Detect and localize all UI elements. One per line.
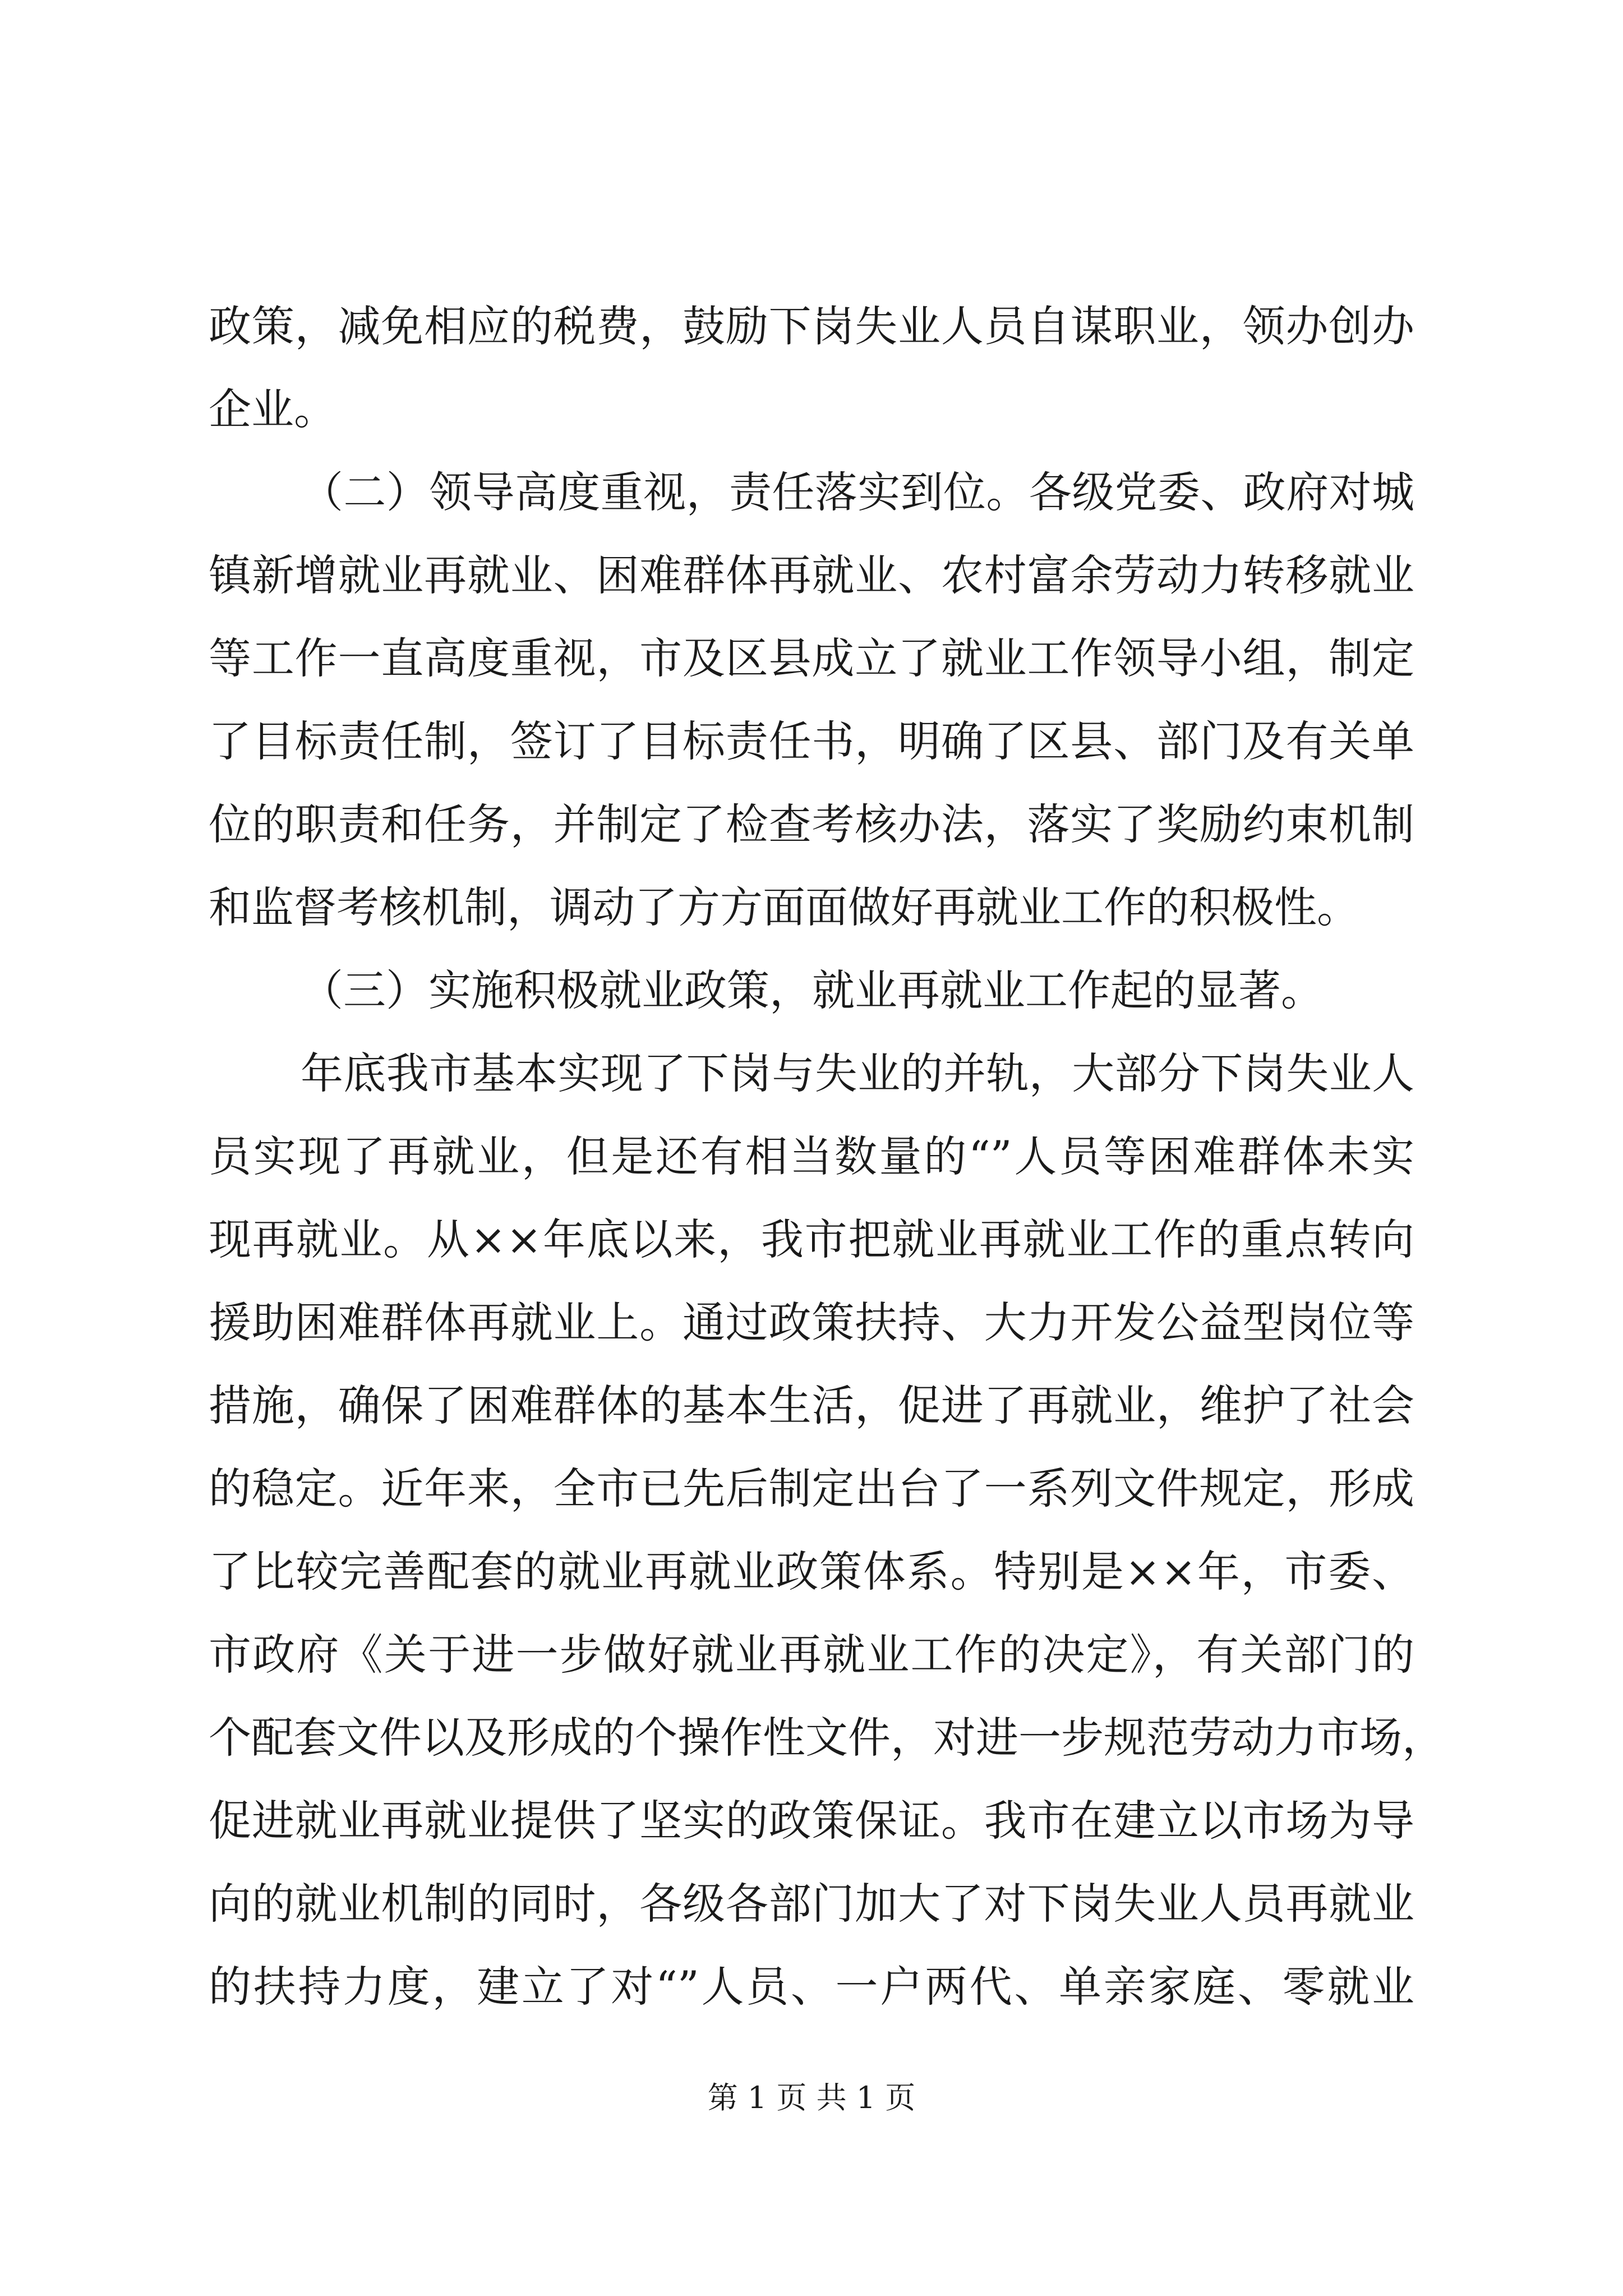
document-body <box>209 285 1445 2028</box>
section-heading-3: （三）实施积极就业政策，就业再就业工作起的显著。 <box>301 965 1324 1015</box>
body-line-2: 企业。 <box>209 384 336 434</box>
body-line-5: 等工作一直高度重视，市及区县成立了就业工作领导小组，制定 <box>209 633 1414 683</box>
body-line-20: 向的就业机制的同时，各级各部门加大了对下岗失业人员再就业 <box>209 1879 1414 1929</box>
body-line-12: 现再就业。从××年底以来，我市把就业再就业工作的重点转向 <box>209 1214 1414 1264</box>
body-line-14: 措施，确保了困难群体的基本生活，促进了再就业，维护了社会 <box>209 1381 1414 1430</box>
body-line-1: 政策，减免相应的税费，鼓励下岗失业人员自谋职业，领办创办 <box>209 301 1414 351</box>
body-line-8: 和监督考核机制，调动了方方面面做好再就业工作的积极性。 <box>209 882 1359 932</box>
body-line-15: 的稳定。近年来，全市已先后制定出台了一系列文件规定，形成 <box>209 1464 1414 1513</box>
body-line-18: 个配套文件以及形成的个操作性文件，对进一步规范劳动力市场， <box>209 1713 1445 1763</box>
body-line-17: 市政府《关于进一步做好就业再就业工作的决定》，有关部门的 <box>209 1630 1414 1680</box>
body-line-16: 了比较完善配套的就业再就业政策体系。特别是××年，市委、 <box>209 1547 1414 1596</box>
page-number-footer: 第 1 页 共 1 页 <box>707 2080 916 2115</box>
body-line-7: 位的职责和任务，并制定了检查考核办法，落实了奖励约束机制 <box>209 799 1414 849</box>
body-line-13: 援助困难群体再就业上。通过政策扶持、大力开发公益型岗位等 <box>209 1297 1414 1347</box>
section-heading-2: （二）领导高度重视，责任落实到位。各级党委、政府对城 <box>301 467 1414 517</box>
body-line-6: 了目标责任制，签订了目标责任书，明确了区县、部门及有关单 <box>209 716 1414 766</box>
body-line-11: 员实现了再就业，但是还有相当数量的“”人员等困难群体未实 <box>209 1131 1414 1181</box>
paragraph-start-line: 年底我市基本实现了下岗与失业的并轨，大部分下岗失业人 <box>301 1048 1414 1098</box>
body-line-21: 的扶持力度，建立了对“”人员、一户两代、单亲家庭、零就业 <box>209 1962 1414 2012</box>
body-line-19: 促进就业再就业提供了坚实的政策保证。我市在建立以市场为导 <box>209 1796 1414 1846</box>
body-line-4: 镇新增就业再就业、困难群体再就业、农村富余劳动力转移就业 <box>209 550 1414 600</box>
